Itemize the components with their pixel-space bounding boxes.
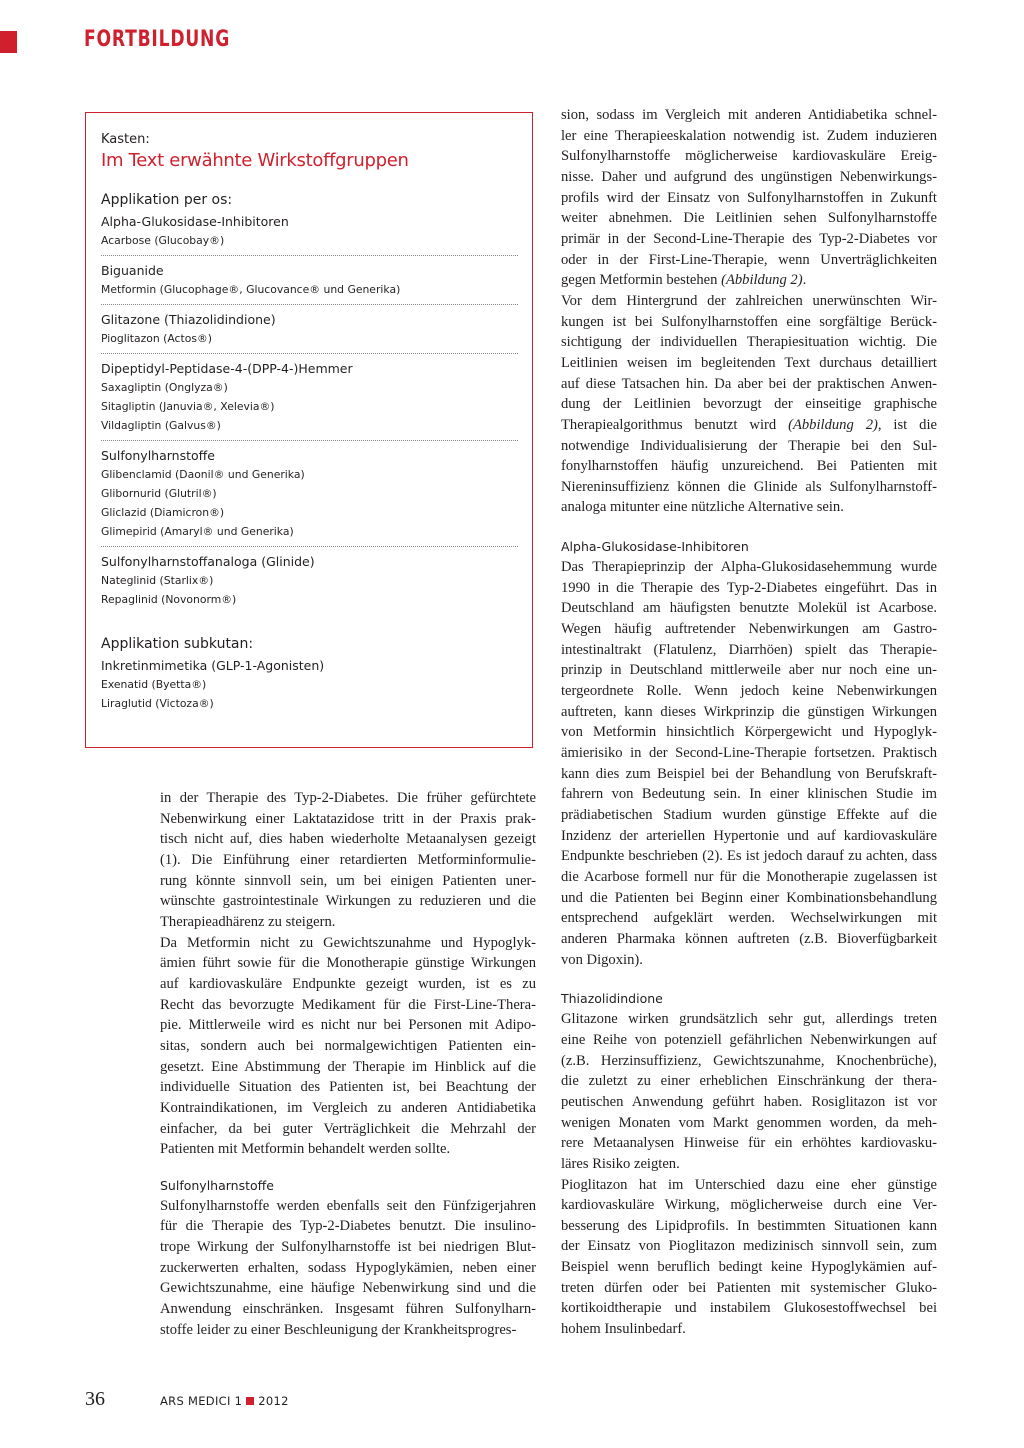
- text-line: der Einsatz von Pioglitazon medizinisch sinnvoll sein, zum: [561, 1238, 937, 1255]
- text-line: Patienten mit Metformin behandelt werden sollte.: [160, 1141, 451, 1158]
- drug-group-title: Sulfonylharnstoffanaloga (Glinide): [101, 554, 315, 569]
- drug-item: Saxagliptin (Onglyza®): [101, 381, 228, 394]
- drug-group-title: Glitazone (Thiazolidindione): [101, 312, 276, 327]
- text-line: Inzidenz der arteriellen Hypertonie und auf kardiovaskuläre: [561, 827, 937, 844]
- text-line: Anwendung einschränken. Insgesamt führen Sulfonylharn-: [160, 1301, 536, 1318]
- text-line: auf diese Tatsachen hin. Da aber bei der praktischen Anwen-: [561, 375, 937, 392]
- paragraph: [160, 788, 536, 933]
- drug-item: Nateglinid (Starlix®): [101, 574, 214, 587]
- text-line: von Metformin hinsichtlich Körpergewicht und Hypoglyk-: [561, 724, 937, 741]
- text-line: von Digoxin).: [561, 951, 643, 968]
- paragraph: [160, 933, 536, 1160]
- text-line: Das Therapieprinzip der Alpha-Glukosidasehemmung wurde: [561, 559, 937, 576]
- text-line: Sulfonylharnstoffe möglicherweise kardiovaskuläre Ereig-: [561, 148, 937, 165]
- paragraph: [561, 1009, 937, 1174]
- text-line: sion, sodass im Vergleich mit anderen Antidiabetika schnel-: [561, 107, 937, 123]
- oral-groups: [101, 212, 518, 614]
- text-line: Recht das bevorzugte Medikament für die First-Line-Thera-: [160, 996, 536, 1013]
- text-line: intestinaltrakt (Flatulenz, Diarrhöen) spielt das Therapie-: [561, 641, 937, 658]
- text-line: sichtigung der individuellen Therapiesituation wichtig. Die: [561, 334, 937, 351]
- text-line: kungen ist bei Sulfonylharnstoffen eine sorgfältige Berück-: [561, 313, 937, 330]
- drug-item: Acarbose (Glucobay®): [101, 234, 225, 247]
- text-line: einfacher, da bei guter Verträglichkeit die Mehrzahl der: [160, 1120, 536, 1137]
- text-line: auf kardiovaskuläre Endpunkte gezeigt wurden, ist es zu: [160, 975, 536, 992]
- drug-item: Liraglutid (Victoza®): [101, 697, 214, 710]
- text-line: peutischen Anwendung geführt haben. Rosiglitazon ist vor: [561, 1093, 937, 1110]
- text-line: Nebenwirkung einer Laktatazidose tritt in der Praxis prak-: [160, 810, 536, 827]
- right-column: [561, 105, 937, 1340]
- section-marker: [0, 31, 17, 53]
- page-number: 36: [85, 1388, 105, 1410]
- figure-reference: (Abbildung 2),: [788, 416, 882, 433]
- text-line: trope Wirkung der Sulfonylharnstoffe ist bei niedrigen Blut-: [160, 1239, 536, 1256]
- subcutan-heading: Applikation subkutan:: [101, 636, 254, 652]
- text-line: Therapieadhärenz zu steigern.: [160, 913, 336, 930]
- subcutan-groups: [101, 656, 518, 718]
- drug-group-title: Sulfonylharnstoffe: [101, 448, 215, 463]
- text-line: weiter abnehmen. Die Leitlinien sehen Sulfonylharnstoffe: [561, 210, 937, 227]
- text-line: Glitazone wirken grundsätzlich sehr gut, allerdings treten: [561, 1011, 937, 1028]
- drug-group: [101, 261, 518, 305]
- text-line: wünschte gastrointestinale Wirkungen zu reduzieren und die: [160, 893, 536, 910]
- text-line: primär in der Second-Line-Therapie des Typ-2-Diabetes vor: [561, 230, 937, 247]
- subheading: Thiazolidindione: [561, 991, 663, 1007]
- journal-footer: [160, 1394, 289, 1408]
- subheading: Alpha-Glukosidase-Inhibitoren: [561, 539, 749, 555]
- text-line: läres Risiko zeigten.: [561, 1155, 680, 1172]
- text-line: Deutschland am häufigsten benutzte Molekül ist Acarbose.: [561, 600, 937, 617]
- figure-reference: (Abbildung 2): [721, 272, 803, 289]
- text-line: Wegen häufig auftretender Nebenwirkungen am Gastro-: [561, 621, 937, 638]
- text-line: profils wird der Einsatz von Sulfonylharnstoffen in Zukunft: [561, 189, 937, 206]
- text-line: pie. Mittlerweile wird es nicht nur bei Personen mit Adipo-: [160, 1017, 536, 1034]
- drug-item: Glibornurid (Glutril®): [101, 487, 217, 500]
- footer-square: [246, 1397, 254, 1405]
- text-line: gegen Metformin bestehen (Abbildung 2).: [561, 272, 807, 289]
- text-line: analoga mitunter eine nützliche Alternative sein.: [561, 499, 844, 516]
- paragraph: [561, 105, 937, 291]
- text-line: (1). Die Einführung einer retardierten Metforminformulie-: [160, 851, 536, 868]
- text-line: Pioglitazon hat im Unterschied dazu eine eher günstige: [561, 1176, 937, 1193]
- text-line: ämierisiko in der Second-Line-Therapie fortsetzen. Praktisch: [561, 745, 937, 762]
- text-line: fonylharnstoffen häufig unzureichend. Bei Patienten mit: [561, 458, 937, 475]
- text-line: auftreten, kann dieses Wirkprinzip die günstigen Wirkungen: [561, 703, 937, 720]
- drug-item: Gliclazid (Diamicron®): [101, 506, 225, 519]
- drug-group-title: Dipeptidyl-Peptidase-4-(DPP-4-)Hemmer: [101, 361, 353, 376]
- text-line: 1990 in die Therapie des Typ-2-Diabetes eingeführt. Das in: [561, 579, 937, 596]
- drug-item: Pioglitazon (Actos®): [101, 332, 212, 345]
- text-line: anderen Pharmaka können auftreten (z.B. Bioverfügbarkeit: [561, 930, 937, 947]
- drug-item: Repaglinid (Novonorm®): [101, 593, 237, 606]
- text-line: tergeordnete Rolle. Wenn jedoch keine Nebenwirkungen: [561, 683, 937, 700]
- text-line: oder in der First-Line-Therapie, wenn Unverträglichkeiten: [561, 251, 937, 268]
- text-line: individuelle Situation des Patienten ist, bei Beachtung der: [160, 1079, 536, 1096]
- text-line: Endpunkte beschrieben (2). Es ist jedoch darauf zu achten, dass: [561, 848, 937, 865]
- text-line: die Acarbose formell nur für die Monotherapie zugelassen ist: [561, 868, 937, 885]
- text-line: fahrern von Bedeutung sein. In einer klinischen Studie im: [561, 786, 937, 803]
- text-line: Niereninsuffizienz können die Glinide als Sulfonylharnstoff-: [561, 478, 937, 495]
- text-line: nisse. Daher und aufgrund des ungünstigen Nebenwirkungs-: [561, 168, 937, 185]
- text-line: hohem Insulinbedarf.: [561, 1321, 686, 1338]
- drug-group: [101, 310, 518, 354]
- text-line: sitas, sondern auch bei normalgewichtigen Patienten ein-: [160, 1037, 536, 1054]
- drug-group: [101, 359, 518, 441]
- text-line: stoffe leider zu einer Beschleunigung der Krankheitsprogres-: [160, 1321, 517, 1338]
- info-box: [85, 112, 533, 748]
- text-line: kortikoidtherapie und instabilem Glukosestoffwechsel bei: [561, 1300, 937, 1317]
- text-line: kardiovaskuläre Wirkung, möglicherweise durch eine Ver-: [561, 1197, 937, 1214]
- text-line: Leitlinien weisen im begleitenden Text durchaus detailliert: [561, 354, 937, 371]
- drug-item: Glibenclamid (Daonil® und Generika): [101, 468, 305, 481]
- drug-item: Sitagliptin (Januvia®, Xelevia®): [101, 400, 275, 413]
- text-line: ämien führt sowie für die Monotherapie günstige Wirkungen: [160, 955, 536, 972]
- drug-group-title: Biguanide: [101, 263, 164, 278]
- text-line: zuckerwerten erhalten, sodass Hypoglykämien, neben einer: [160, 1259, 536, 1276]
- drug-item: Metformin (Glucophage®, Glucovance® und Generika): [101, 283, 401, 296]
- text-line: in der Therapie des Typ-2-Diabetes. Die früher gefürchtete: [160, 790, 536, 806]
- oral-heading: Applikation per os:: [101, 192, 233, 208]
- text-line: rung könnte sinnvoll sein, um bei einigen Patienten uner-: [160, 872, 536, 889]
- text-line: für die Therapie des Typ-2-Diabetes benutzt. Die insulino-: [160, 1218, 536, 1235]
- drug-item: Exenatid (Byetta®): [101, 678, 207, 691]
- drug-group: [101, 212, 518, 256]
- text-line: Therapiealgorithmus benutzt wird (Abbildung 2), ist die: [561, 416, 937, 433]
- text-line: ler eine Therapieeskalation notwendig ist. Zudem induzieren: [561, 127, 937, 144]
- paragraph: [561, 557, 937, 970]
- text-line: gesetzt. Eine Abstimmung der Therapie im Hinblick auf die: [160, 1058, 536, 1075]
- subheading: Sulfonylharnstoffe: [160, 1177, 274, 1193]
- text-line: kann dies zum Beispiel bei der Behandlung von Berufskraft-: [561, 765, 937, 782]
- text-line: prinzip in Deutschland mittlerweile aber nur noch eine un-: [561, 662, 937, 679]
- paragraph: [561, 291, 937, 518]
- paragraph: [561, 1175, 937, 1340]
- info-box-label: Kasten:: [101, 132, 150, 147]
- text-line: rere Metaanalysen Hinweise für ein erhöhtes kardiovasku-: [561, 1135, 937, 1152]
- text-line: prädiabetischen Stadium wurden günstige Effekte auf die: [561, 807, 937, 823]
- text-line: die zuletzt zu einer erheblichen Einschränkung der thera-: [561, 1073, 937, 1090]
- text-line: (z.B. Herzinsuffizienz, Gewichtszunahme, Knochenbrüche),: [561, 1052, 937, 1069]
- drug-group-title: Inkretinmimetika (GLP-1-Agonisten): [101, 658, 325, 673]
- drug-group: [101, 446, 518, 547]
- drug-group: [101, 552, 518, 614]
- text-line: notwendige Individualisierung der Therapie bei den Sul-: [561, 437, 937, 454]
- text-line: Sulfonylharnstoffe werden ebenfalls seit den Fünfzigerjahren: [160, 1197, 536, 1214]
- journal-name: ARS MEDICI 1: [160, 1394, 243, 1408]
- text-line: Da Metformin nicht zu Gewichtszunahme und Hypoglyk-: [160, 934, 536, 951]
- left-column: [160, 788, 536, 1340]
- text-line: dung der Leitlinien bevorzugt der einseitige graphische: [561, 396, 937, 413]
- text-line: besserung des Lipidprofils. In bestimmten Situationen kann: [561, 1217, 937, 1234]
- text-line: tisch nicht auf, dies haben wiederholte Metaanalysen gezeigt: [160, 831, 536, 848]
- text-line: Kontraindikationen, im Vergleich zu anderen Antidiabetika: [160, 1099, 536, 1116]
- drug-item: Glimepirid (Amaryl® und Generika): [101, 525, 294, 538]
- text-line: entsprechend aufgeklärt werden. Wechselwirkungen mit: [561, 910, 937, 927]
- info-box-title: Im Text erwähnte Wirkstoffgruppen: [101, 150, 409, 171]
- text-line: und die Patienten bei Beginn einer Kombinationsbehandlung: [561, 889, 937, 906]
- text-line: eine Reihe von potenziell gefährlichen Nebenwirkungen auf: [561, 1031, 937, 1048]
- drug-item: Vildagliptin (Galvus®): [101, 419, 221, 432]
- text-line: Beispiel wenn beruflich bedingt keine Hypoglykämien auf-: [561, 1259, 937, 1276]
- text-line: treten dürfen oder bei Patienten mit systemischer Gluko-: [561, 1279, 937, 1296]
- text-line: Vor dem Hintergrund der zahlreichen unerwünschten Wir-: [561, 292, 937, 309]
- section-title: FORTBILDUNG: [84, 27, 231, 52]
- paragraph: [160, 1196, 536, 1341]
- text-line: wenigen Monaten vom Markt genommen worden, da meh-: [561, 1114, 937, 1131]
- drug-group: [101, 656, 518, 718]
- drug-group-title: Alpha-Glukosidase-Inhibitoren: [101, 214, 289, 229]
- text-line: Gewichtszunahme, eine häufige Nebenwirkung sind und die: [160, 1280, 536, 1297]
- journal-year: 2012: [258, 1394, 289, 1408]
